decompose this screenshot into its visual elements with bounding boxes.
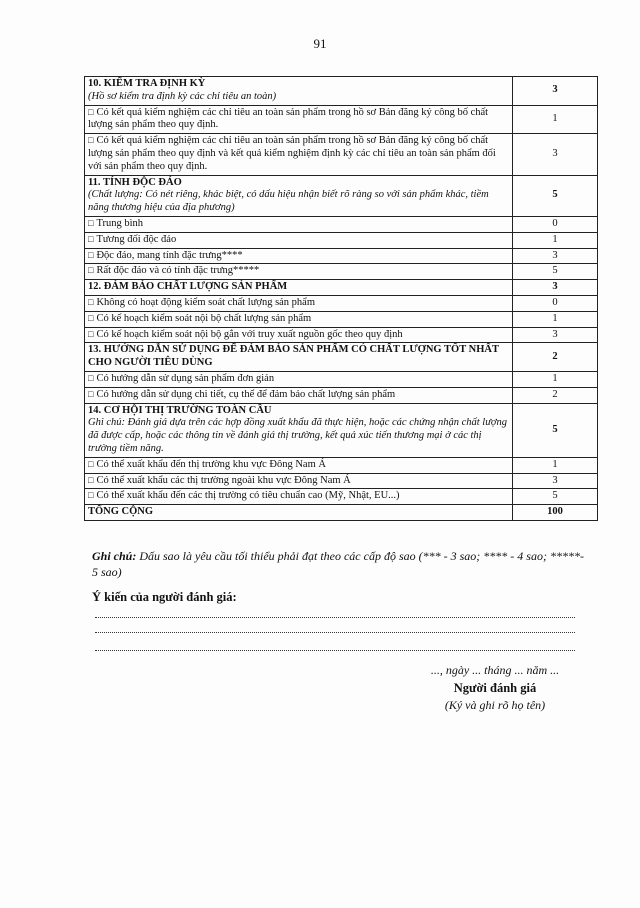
total-row [85,505,598,521]
item-row [85,134,598,175]
checkbox-icon: □ [88,458,94,469]
criterion-text: Rất độc đáo và có tính đặc trưng***** [96,265,260,277]
score-cell: 1 [513,232,598,248]
score-cell: 3 [513,134,598,175]
criterion-cell [85,264,513,280]
criterion-cell [85,134,513,175]
score-cell: 5 [513,175,598,216]
item-row [85,311,598,327]
criterion-cell [85,280,513,296]
item-row [85,371,598,387]
score-cell: 1 [513,371,598,387]
checkbox-icon: □ [88,474,94,485]
score-cell: 100 [513,505,598,521]
criterion-text: Độc đáo, mang tính đặc trưng**** [96,249,243,261]
opinion-dotted-line [95,617,575,618]
criterion-text: Có kết quả kiểm nghiệm các chỉ tiêu an toàn sản phẩm trong hồ sơ Bản đăng ký công bố chất lượng sản phẩm theo quy định và kết quả kiểm nghiệm định kỳ các chỉ tiêu an toàn sản phẩm đối với sản phẩm theo quy định. [88,135,496,172]
item-row [85,489,598,505]
score-cell: 0 [513,295,598,311]
score-cell: 3 [513,473,598,489]
item-row [85,105,598,134]
opinion-dotted-line [95,650,575,651]
criterion-cell [85,311,513,327]
item-row [85,248,598,264]
section-row [85,403,598,457]
checkbox-icon: □ [88,296,94,307]
note-label: Ghi chú: [92,549,137,563]
checkbox-icon: □ [88,249,94,260]
criterion-cell [85,175,513,216]
criterion-text: Có thể xuất khẩu các thị trường ngoài khu vực Đông Nam Á [96,474,351,486]
section-title: 13. HƯỚNG DẪN SỬ DỤNG ĐỂ ĐẢM BẢO SẢN PHẨM CÓ CHẤT LƯỢNG TỐT NHẤT CHO NGƯỜI TIÊU DÙNG [88,344,499,369]
criterion-cell [85,295,513,311]
checkbox-icon: □ [88,388,94,399]
item-row [85,457,598,473]
checkbox-icon: □ [88,312,94,323]
score-cell: 3 [513,248,598,264]
page-number: 91 [313,36,327,51]
score-cell: 5 [513,264,598,280]
criterion-cell [85,327,513,343]
score-cell: 1 [513,457,598,473]
score-cell: 0 [513,216,598,232]
criterion-cell [85,457,513,473]
score-cell: 3 [513,77,598,106]
criterion-cell [85,371,513,387]
item-row [85,232,598,248]
criterion-text: Có kết quả kiểm nghiệm các chỉ tiêu an toàn sản phẩm trong hồ sơ Bản đăng ký công bố chất lượng sản phẩm theo quy định. [88,106,489,131]
section-title: 12. ĐẢM BẢO CHẤT LƯỢNG SẢN PHẨM [88,281,288,293]
assessor-title: Người đánh giá [453,681,537,695]
section-row [85,77,598,106]
criterion-text: Có kế hoạch kiểm soát nội bộ chất lượng sản phẩm [96,312,312,324]
section-subtitle: (Chất lượng: Có nét riêng, khác biệt, có dấu hiệu nhận biết rõ ràng so với sản phẩm khác, tiềm năng thương hiệu của địa phương) [88,189,489,214]
criterion-cell [85,387,513,403]
criterion-text: Có hướng dẫn sử dụng sản phẩm đơn giản [96,372,275,384]
total-label: TỔNG CỘNG [88,506,154,518]
checkbox-icon: □ [88,106,94,117]
score-cell: 2 [513,387,598,403]
checkbox-icon: □ [88,217,94,228]
score-cell: 1 [513,105,598,134]
item-row [85,473,598,489]
section-row [85,175,598,216]
criterion-text: Có thể xuất khẩu đến các thị trường có tiêu chuẩn cao (Mỹ, Nhật, EU...) [96,490,400,502]
criterion-cell [85,505,513,521]
section-subtitle: Ghi chú: Đánh giá dựa trên các hợp đồng xuất khẩu đã thực hiện, hoặc các chứng nhận chất lượng đã được cấp, hoặc các thông tin về đánh giá thị trường, kết quả xúc tiến thương mại ở các thị trường tiềm năng. [88,417,508,454]
section-row [85,280,598,296]
checkbox-icon: □ [88,328,94,339]
item-row [85,264,598,280]
checkbox-icon: □ [88,135,94,146]
criterion-text: Tương đối độc đáo [96,233,177,245]
item-row [85,295,598,311]
criterion-cell [85,473,513,489]
score-cell: 3 [513,280,598,296]
section-title: 14. CƠ HỘI THỊ TRƯỜNG TOÀN CẦU [88,404,272,416]
criterion-cell [85,489,513,505]
score-cell: 1 [513,311,598,327]
criterion-text: Có hướng dẫn sử dụng chi tiết, cụ thể để đảm bảo chất lượng sản phẩm [96,388,396,400]
criterion-cell [85,232,513,248]
section-title: 10. KIỂM TRA ĐỊNH KỲ [88,78,206,89]
note-text: Dấu sao là yêu cầu tối thiểu phải đạt theo các cấp độ sao (*** - 3 sao; **** - 4 sao; *****- 5 sao) [92,549,584,580]
criterion-cell [85,403,513,457]
checkbox-icon: □ [88,372,94,383]
criterion-cell [85,105,513,134]
criterion-cell [85,248,513,264]
criterion-text: Trung bình [96,217,144,229]
criterion-text: Có kế hoạch kiểm soát nội bộ gắn với truy xuất nguồn gốc theo quy định [96,328,403,340]
score-cell: 5 [513,489,598,505]
star-note [92,548,592,580]
criteria-table [84,76,598,521]
section-subtitle: (Hồ sơ kiểm tra định kỳ các chỉ tiêu an toàn) [88,90,277,102]
item-row [85,216,598,232]
criterion-cell [85,216,513,232]
criterion-text: Có thể xuất khẩu đến thị trường khu vực Đông Nam Á [96,458,326,470]
checkbox-icon: □ [88,233,94,244]
checkbox-icon: □ [88,490,94,501]
assessor-opinion-title: Ý kiến của người đánh giá: [92,590,237,604]
item-row [85,327,598,343]
score-cell: 2 [513,343,598,372]
opinion-dotted-line [95,632,575,633]
criterion-cell [85,77,513,106]
criterion-text: Không có hoạt động kiểm soát chất lượng sản phẩm [96,296,316,308]
section-title: 11. TÍNH ĐỘC ĐÁO [88,176,182,188]
signature-note: (Ký và ghi rõ họ tên) [444,698,546,712]
score-cell: 3 [513,327,598,343]
checkbox-icon: □ [88,265,94,276]
section-row [85,343,598,372]
criterion-cell [85,343,513,372]
date-line: ..., ngày ... tháng ... năm ... [430,663,560,677]
item-row [85,387,598,403]
score-cell: 5 [513,403,598,457]
